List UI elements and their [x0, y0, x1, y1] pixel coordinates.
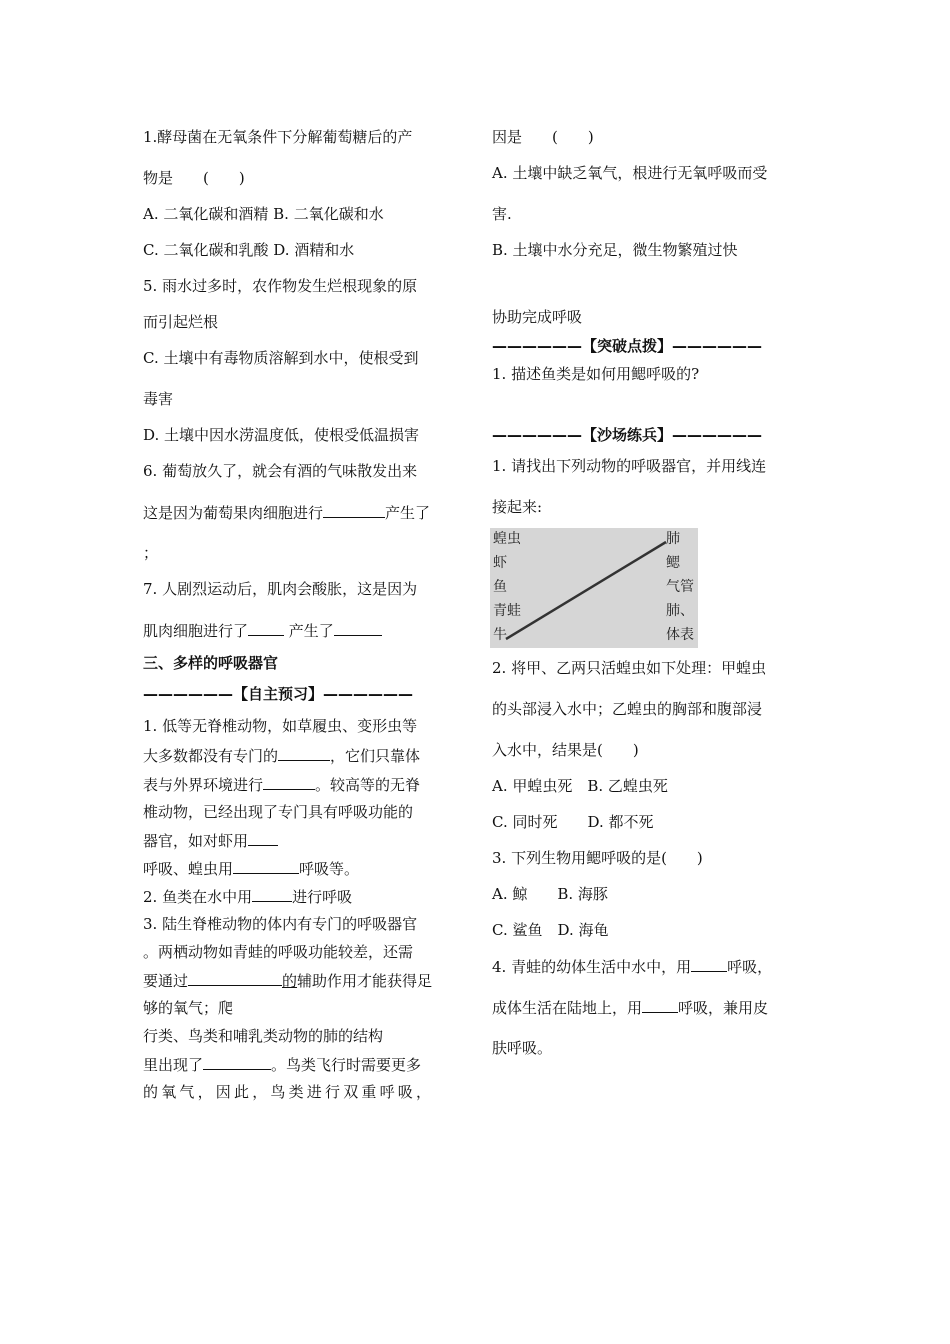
p1-text-e: 器官，如对虾用: [143, 832, 249, 850]
q6-line1: 6. 葡萄放久了，就会有酒的气味散发出来: [143, 462, 418, 480]
s2-options-cd: C. 同时死 D. 都不死: [492, 813, 654, 831]
s4-line2: [492, 997, 768, 1018]
s1-line1: 1. 请找出下列动物的呼吸器官，并用线连: [492, 457, 767, 475]
p2-text-b: 进行呼吸: [292, 888, 353, 906]
p1-line3: [143, 774, 420, 795]
p3-text-a: 要通过: [143, 972, 189, 990]
answer-blank[interactable]: [278, 745, 330, 761]
answer-blank[interactable]: [323, 502, 385, 518]
practice-header: ——————【沙场练兵】——————: [492, 426, 763, 444]
q6-line2: [143, 502, 430, 523]
answer-blank[interactable]: [248, 830, 278, 846]
q7-text-a: 肌肉细胞进行了: [143, 622, 249, 640]
q1-line1: 1.酵母菌在无氧条件下分解葡萄糖后的产: [143, 128, 413, 146]
p3-line1: 3. 陆生脊椎动物的体内有专门的呼吸器官: [143, 915, 418, 933]
p1-text-f: 呼吸、蝗虫用: [143, 860, 234, 878]
answer-blank[interactable]: [642, 997, 678, 1013]
q5-option-b: B. 土壤中水分充足，微生物繁殖过快: [492, 241, 738, 259]
s2-line3: 入水中，结果是( ): [492, 741, 639, 759]
q5-option-a-2: 害.: [492, 205, 512, 223]
q6-text-a: 这是因为葡萄果肉细胞进行: [143, 504, 324, 522]
animal-fish: 鱼: [493, 579, 507, 595]
s2-line2: 的头部浸入水中；乙蝗虫的胸部和腹部浸: [492, 700, 763, 718]
q7-text-b: 产生了: [284, 622, 334, 640]
p1-text-c: 表与外界环境进行: [143, 776, 264, 794]
q5-line2: 而引起烂根: [143, 313, 219, 331]
q7-line1: 7. 人剧烈运动后，肌肉会酸胀，这是因为: [143, 580, 418, 598]
organ-gill: 鳃: [666, 555, 680, 571]
breakthrough-header: ——————【突破点拨】——————: [492, 337, 763, 355]
p1-text-d: 。较高等的无脊: [315, 776, 421, 794]
b1-question: 1. 描述鱼类是如何用鳃呼吸的?: [492, 365, 700, 383]
q5-option-c-1: C. 土壤中有毒物质溶解到水中，使根受到: [143, 349, 419, 367]
p3-text-c: 里出现了: [143, 1056, 204, 1074]
p3-line7: 的氧气，因此，鸟类进行双重呼吸，: [143, 1083, 435, 1101]
p1-text-g: 呼吸等。: [299, 860, 360, 878]
answer-blank[interactable]: [263, 774, 315, 790]
s2-line1: 2. 将甲、乙两只活蝗虫如下处理：甲蝗虫: [492, 659, 767, 677]
s3-options-cd: C. 鲨鱼 D. 海龟: [492, 921, 609, 939]
p1-text-b: ，它们只靠体: [330, 747, 421, 765]
p3-line5: 行类、鸟类和哺乳类动物的肺的结构: [143, 1027, 384, 1045]
p1-text-a: 大多数都没有专门的: [143, 747, 279, 765]
p3-underlined: 的: [282, 972, 298, 990]
q1-options-cd: C. 二氧化碳和乳酸 D. 酒精和水: [143, 241, 355, 259]
p1-line1: 1. 低等无脊椎动物，如草履虫、变形虫等: [143, 717, 418, 735]
p1-line4: 椎动物，已经出现了专门具有呼吸功能的: [143, 803, 414, 821]
s3-options-ab: A. 鲸 B. 海豚: [492, 885, 608, 903]
animal-cow: 牛: [493, 627, 507, 643]
answer-blank[interactable]: [252, 886, 292, 902]
matching-figure: [490, 528, 698, 648]
q5-line1: 5. 雨水过多时，农作物发生烂根现象的原: [143, 277, 418, 295]
p2-line: [143, 886, 352, 907]
assist-breathing: 协助完成呼吸: [492, 308, 583, 326]
p3-line6: [143, 1054, 421, 1075]
p3-line2: 。两栖动物如青蛙的呼吸功能较差，还需: [143, 943, 414, 961]
p3-text-b: 辅助作用才能获得足: [297, 972, 433, 990]
p1-line5: [143, 830, 278, 851]
p2-text-a: 2. 鱼类在水中用: [143, 888, 253, 906]
q6-line3: ；: [143, 544, 159, 562]
p1-line2: [143, 745, 420, 766]
q5-option-d: D. 土壤中因水涝温度低，使根受低温损害: [143, 426, 420, 444]
q7-line2: [143, 620, 382, 641]
s4-text-b: 呼吸，: [727, 958, 773, 976]
answer-blank[interactable]: [248, 620, 284, 636]
answer-blank[interactable]: [334, 620, 382, 636]
q6-text-b: 产生了: [385, 504, 431, 522]
s2-options-ab: A. 甲蝗虫死 B. 乙蝗虫死: [492, 777, 668, 795]
section3-title: 三、多样的呼吸器官: [143, 654, 279, 672]
q5-option-c-2: 毒害: [143, 390, 174, 408]
p3-text-d: 。鸟类飞行时需要更多: [271, 1056, 422, 1074]
animal-shrimp: 虾: [493, 555, 507, 571]
p1-line6: [143, 858, 359, 879]
q1-options-ab: A. 二氧化碳和酒精 B. 二氧化碳和水: [143, 205, 384, 223]
answer-blank[interactable]: [203, 1054, 271, 1070]
q5-continued: 因是 ( ): [492, 128, 594, 146]
preview-header: ——————【自主预习】——————: [143, 685, 414, 703]
organ-body-surface: 体表: [666, 627, 694, 643]
s4-text-d: 呼吸，兼用皮: [678, 999, 769, 1017]
p3-line4: 够的氧气；爬: [143, 999, 234, 1017]
s1-line2: 接起来:: [492, 498, 543, 516]
s4-text-c: 成体生活在陆地上，用: [492, 999, 643, 1017]
animal-frog: 青蛙: [493, 603, 521, 619]
s4-text-a: 4. 青蛙的幼体生活中水中，用: [492, 958, 692, 976]
organ-trachea: 气管: [666, 579, 694, 595]
answer-blank[interactable]: [188, 970, 282, 986]
organ-lung: 肺: [666, 531, 680, 547]
p3-line3: [143, 970, 432, 991]
q1-line2: 物是 ( ): [143, 169, 245, 187]
animal-locust: 蝗虫: [493, 531, 521, 547]
q5-option-a-1: A. 土壤中缺乏氧气，根进行无氧呼吸而受: [492, 164, 768, 182]
answer-blank[interactable]: [691, 956, 727, 972]
answer-blank[interactable]: [233, 858, 299, 874]
s4-line1: [492, 956, 772, 977]
s4-line3: 肤呼吸。: [492, 1039, 553, 1057]
organ-lung-2: 肺、: [666, 603, 694, 619]
s3-line1: 3. 下列生物用鳃呼吸的是( ): [492, 849, 703, 867]
